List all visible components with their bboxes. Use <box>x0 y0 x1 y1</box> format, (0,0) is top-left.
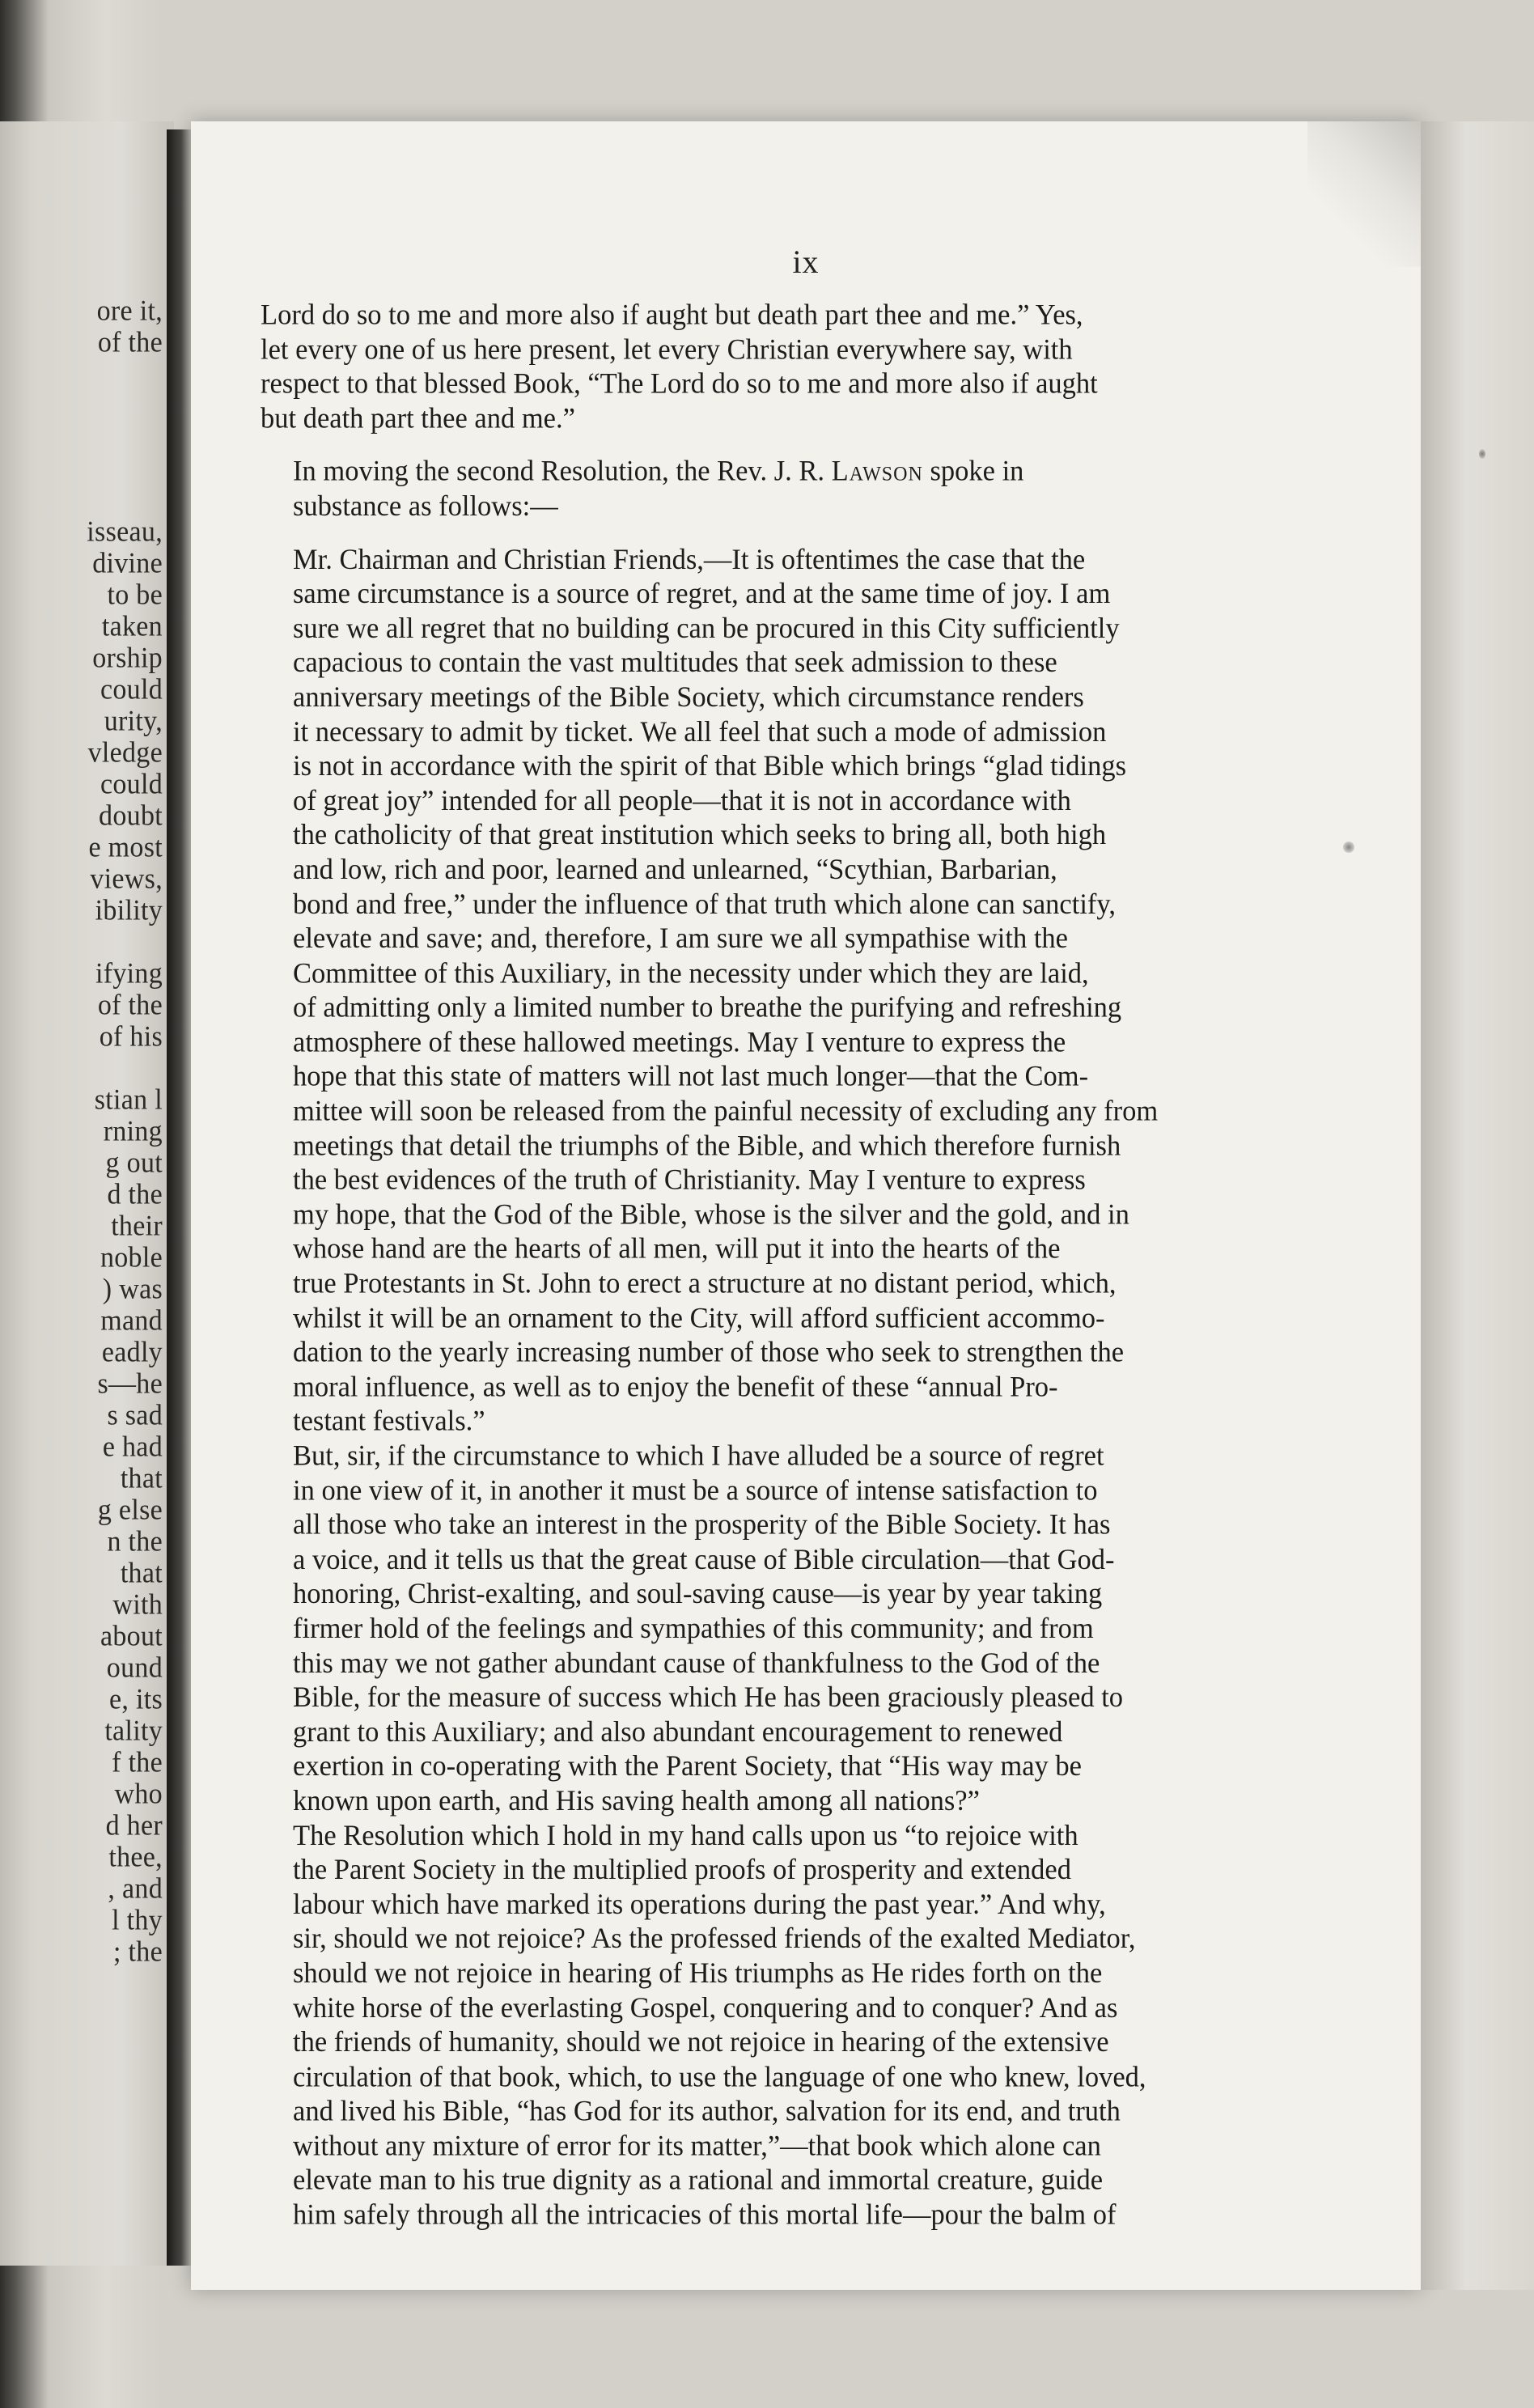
text-line: a voice, and it tells us that the great cause of Bible circulation—that God- <box>293 1543 1115 1575</box>
left-page-fragment: doubt <box>99 800 163 832</box>
left-page-fragment: about <box>100 1621 163 1652</box>
left-page-fragment: that <box>120 1463 163 1494</box>
left-page-fragment: taken <box>101 611 163 642</box>
text-line: the best evidences of the truth of Christianity. May I venture to express <box>293 1164 1086 1197</box>
text-line: firmer hold of the feelings and sympathies of this community; and from <box>293 1612 1094 1645</box>
left-page-fragment: divine <box>92 548 163 579</box>
text-line: meetings that detail the triumphs of the Bible, and which therefore furnish <box>293 1129 1121 1162</box>
left-page-fragment: s sad <box>107 1400 163 1431</box>
text-line: sir, should we not rejoice? As the professed friends of the exalted Mediator, <box>293 1922 1136 1955</box>
left-page-strip <box>0 121 174 2266</box>
text-line: respect to that blessed Book, “The Lord do so to me and more also if aught <box>261 367 1098 401</box>
paragraph-closing-quote <box>261 298 1280 435</box>
book-gutter <box>167 129 191 2266</box>
left-page-fragment: ; the <box>113 1936 163 1968</box>
left-page-fragment: , and <box>108 1873 163 1905</box>
text-line: grant to this Auxiliary; and also abundant encouragement to renewed <box>293 1715 1063 1749</box>
text-line: bond and free,” under the influence of that truth which alone can sanctify, <box>293 888 1117 921</box>
text-line: hope that this state of matters will not last much longer—that the Com- <box>293 1060 1089 1093</box>
text-line: this may we not gather abundant cause of thankfulness to the God of the <box>293 1646 1100 1679</box>
left-page-fragment: d her <box>105 1810 163 1842</box>
text-line: elevate and save; and, therefore, I am sure we all sympathise with the <box>293 922 1068 955</box>
text-line: the Parent Society in the multiplied proofs of prosperity and extended <box>293 1853 1071 1886</box>
text-run: spoke in <box>922 455 1024 488</box>
text-run: In moving the second Resolution, the Rev. J. R. <box>293 455 832 488</box>
left-page-fragment: f the <box>112 1747 163 1778</box>
left-page-fragment: eadly <box>101 1337 163 1368</box>
text-line: the catholicity of that great institution which seeks to bring all, both high <box>293 818 1107 851</box>
text-line: known upon earth, and His saving health among all nations?” <box>293 1784 980 1817</box>
text-line: labour which have marked its operations during the past year.” And why, <box>293 1888 1106 1921</box>
left-page-fragment: of the <box>97 327 163 358</box>
left-page-fragment: g else <box>97 1494 163 1526</box>
left-page-fragment: could <box>100 674 163 706</box>
text-line: dation to the yearly increasing number of those who seek to strengthen the <box>293 1336 1125 1369</box>
left-page-fragment: views, <box>90 863 163 895</box>
text-line: let every one of us here present, let every Christian everywhere say, with <box>261 333 1073 366</box>
paragraph-second-resolution <box>261 455 1280 524</box>
left-page-fragment: ibility <box>95 895 163 926</box>
text-line: honoring, Christ-exalting, and soul-saving cause—is year by year taking <box>293 1577 1103 1610</box>
text-line: same circumstance is a source of regret, and at the same time of joy. I am <box>293 577 1111 610</box>
text-line: capacious to contain the vast multitudes that seek admission to these <box>293 646 1057 679</box>
text-line: whose hand are the hearts of all men, will put it into the hearts of the <box>293 1232 1061 1265</box>
left-page-fragment: e, its <box>108 1684 163 1715</box>
text-line: but death part thee and me.” <box>261 401 575 435</box>
left-page-fragment: ) was <box>102 1274 163 1305</box>
text-line: the friends of humanity, should we not rejoice in hearing of the extensive <box>293 2025 1109 2058</box>
text-line: circulation of that book, which, to use the language of one who knew, loved, <box>293 2060 1146 2093</box>
text-line: anniversary meetings of the Bible Society, which circumstance renders <box>293 680 1084 714</box>
left-page-fragment: of the <box>97 990 163 1021</box>
left-page-fragment: ifying <box>95 958 163 990</box>
left-page-fragment: their <box>111 1210 163 1242</box>
left-page-fragment: n the <box>107 1526 163 1558</box>
left-page-fragment: vledge <box>87 737 163 769</box>
text-line: Committee of this Auxiliary, in the necessity under which they are laid, <box>293 956 1089 990</box>
left-page-fragment: l thy <box>112 1905 163 1936</box>
text-line: him safely through all the intricacies of this mortal life—pour the balm of <box>293 2198 1117 2231</box>
text-line: exertion in co-operating with the Parent Society, that “His way may be <box>293 1749 1082 1783</box>
text-line: it necessary to admit by ticket. We all feel that such a mode of admission <box>293 715 1107 748</box>
text-line: white horse of the everlasting Gospel, conquering and to conquer? And as <box>293 1991 1118 2024</box>
text-line: atmosphere of these hallowed meetings. May I venture to express the <box>293 1025 1066 1058</box>
left-page-fragment: g out <box>105 1147 163 1179</box>
paragraph-resolution <box>261 1818 1280 2232</box>
left-page-fragment: could <box>100 769 163 800</box>
text-line: is not in accordance with the spirit of that Bible which brings “glad tidings <box>293 749 1126 782</box>
text-line: all those who take an interest in the prosperity of the Bible Society. It has <box>293 1508 1111 1541</box>
page-body <box>261 298 1280 2232</box>
document-page <box>191 121 1421 2290</box>
text-line: sure we all regret that no building can be procured in this City sufficiently <box>293 612 1120 645</box>
speaker-name: Lawson <box>831 455 923 488</box>
left-page-fragment: mand <box>100 1305 163 1337</box>
page-number: ix <box>792 244 820 280</box>
text-line: of admitting only a limited number to breathe the purifying and refreshing <box>293 991 1122 1024</box>
text-line: in one view of it, in another it must be a source of intense satisfaction to <box>293 1473 1098 1507</box>
text-line: moral influence, as well as to enjoy the benefit of these “annual Pro- <box>293 1370 1058 1403</box>
left-page-fragment: stian l <box>94 1084 163 1116</box>
text-line: whilst it will be an ornament to the City, will afford sufficient accommo- <box>293 1301 1105 1334</box>
text-line: elevate man to his true dignity as a rational and immortal creature, guide <box>293 2164 1104 2197</box>
text-line: The Resolution which I hold in my hand calls upon us “to rejoice with <box>293 1819 1078 1851</box>
left-page-fragment: with <box>112 1589 163 1621</box>
page-right-margin <box>1421 121 1534 2290</box>
left-page-fragment: noble <box>100 1242 163 1274</box>
left-page-fragment: urity, <box>104 706 163 737</box>
text-line: my hope, that the God of the Bible, whose is the silver and the gold, and in <box>293 1198 1129 1231</box>
left-page-fragment: e had <box>102 1431 163 1463</box>
text-line: true Protestants in St. John to erect a structure at no distant period, which, <box>293 1267 1117 1299</box>
left-page-fragment: to be <box>107 579 163 611</box>
text-line: and low, rich and poor, learned and unlearned, “Scythian, Barbarian, <box>293 853 1057 886</box>
text-line: mittee will soon be released from the painful necessity of excluding any from <box>293 1094 1159 1127</box>
paragraph-but-sir <box>261 1439 1280 1818</box>
text-line: Lord do so to me and more also if aught but death part thee and me.” Yes, <box>261 299 1083 331</box>
left-page-fragment: ore it, <box>96 295 163 327</box>
left-page-fragment: e most <box>88 832 163 863</box>
text-line: should we not rejoice in hearing of His triumphs as He rides forth on the <box>293 1956 1103 1990</box>
text-line: Bible, for the measure of success which He has been graciously pleased to <box>293 1681 1124 1714</box>
left-page-fragment: thee, <box>108 1842 163 1873</box>
left-page-fragment: of his <box>99 1021 163 1053</box>
text-line: But, sir, if the circumstance to which I have alluded be a source of regret <box>293 1439 1104 1473</box>
left-page-fragment: isseau, <box>87 516 163 548</box>
text-line: testant festivals.” <box>293 1405 485 1438</box>
left-page-fragment: orship <box>92 642 163 674</box>
text-line: substance as follows:— <box>293 490 558 523</box>
left-page-fragment: rning <box>103 1116 163 1147</box>
left-page-fragment: that <box>120 1558 163 1589</box>
left-page-fragment: d the <box>107 1179 163 1210</box>
ink-spot <box>1343 842 1354 853</box>
left-page-fragment: s—he <box>97 1368 163 1400</box>
left-page-fragment: who <box>114 1778 163 1810</box>
ink-spot <box>1479 449 1485 459</box>
left-page-fragment: tality <box>104 1715 163 1747</box>
text-line: Mr. Chairman and Christian Friends,—It is oftentimes the case that the <box>293 542 1086 575</box>
paragraph-address-opening <box>261 542 1280 1439</box>
text-line: of great joy” intended for all people—that it is not in accordance with <box>293 784 1071 817</box>
text-line: without any mixture of error for its matter,”—that book which alone can <box>293 2129 1101 2162</box>
text-line: and lived his Bible, “has God for its author, salvation for its end, and truth <box>293 2095 1121 2127</box>
left-page-fragment: ound <box>106 1652 163 1684</box>
text-line <box>261 455 1280 490</box>
